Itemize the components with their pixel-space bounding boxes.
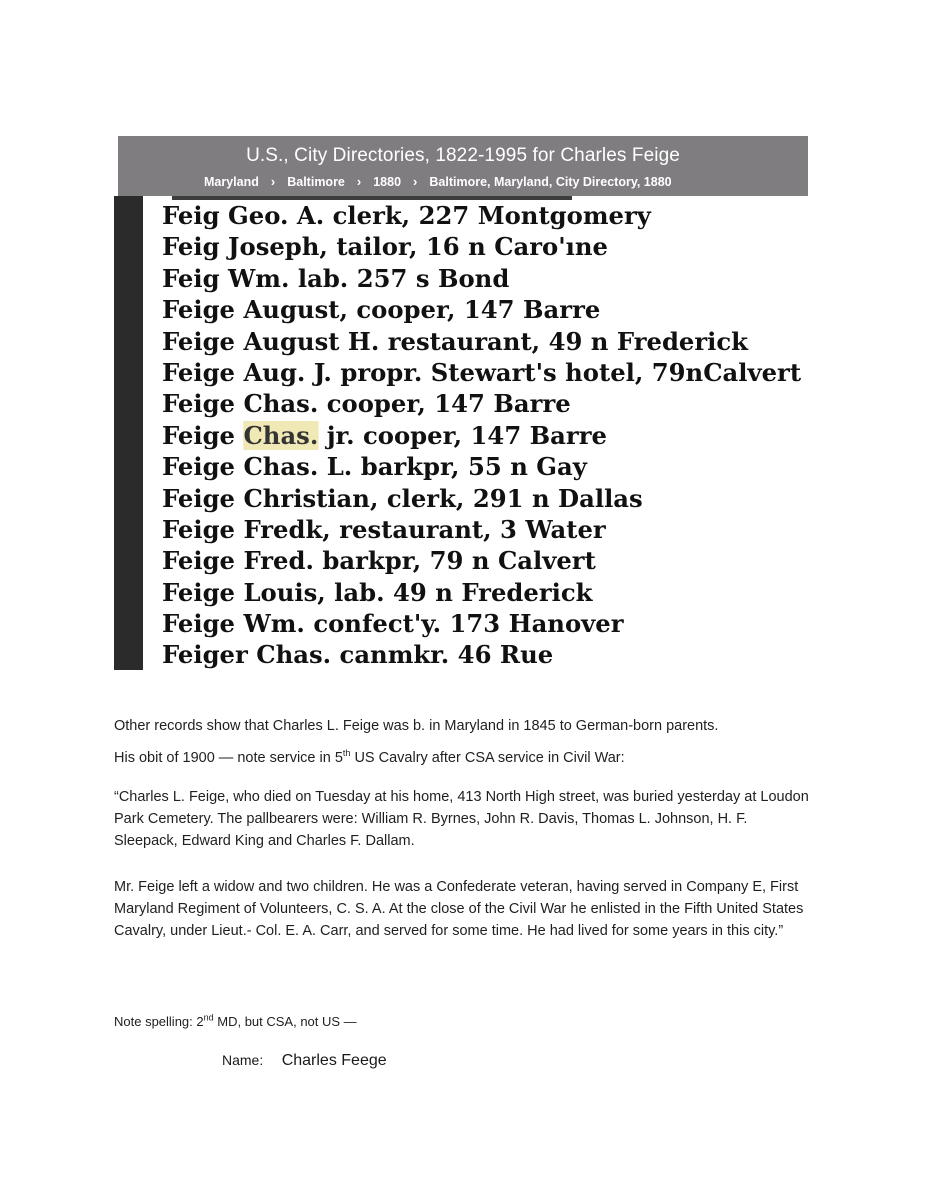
birth-note: Other records show that Charles L. Feige was b. in Maryland in 1845 to German-born parents. xyxy=(114,718,719,734)
chevron-right-icon: › xyxy=(356,174,362,189)
directory-entry: Feige Fredk, restaurant, 3 Water xyxy=(162,514,606,544)
name-field xyxy=(222,1052,387,1070)
name-value: Charles Feege xyxy=(281,1052,387,1069)
directory-entry: Feig Wm. lab. 257 s Bond xyxy=(162,263,510,293)
directory-entry: Feige August H. restaurant, 49 n Frederick xyxy=(162,326,749,356)
directory-entry: Feig Joseph, tailor, 16 n Caro'ıne xyxy=(162,232,609,262)
breadcrumb-year[interactable]: 1880 xyxy=(373,174,402,189)
breadcrumb xyxy=(204,174,672,189)
breadcrumb-directory[interactable]: Baltimore, Maryland, City Directory, 1880 xyxy=(429,174,672,189)
name-label: Name: xyxy=(222,1052,264,1068)
directory-entries xyxy=(162,200,808,671)
directory-entry: Feige Louis, lab. 49 n Frederick xyxy=(162,577,593,607)
obit-intro: His obit of 1900 — note service in 5th US Cavalry after CSA service in Civil War: xyxy=(114,748,625,766)
directory-entry: Feiger Chas. canmkr. 46 Rue xyxy=(162,640,554,670)
search-highlight: Chas. xyxy=(243,420,319,450)
record-banner xyxy=(118,136,808,196)
directory-scan-clipping xyxy=(112,136,808,672)
breadcrumb-city[interactable]: Baltimore xyxy=(287,174,345,189)
directory-entry-highlighted: Feige Chas. jr. cooper, 147 Barre xyxy=(162,420,607,450)
record-title: U.S., City Directories, 1822-1995 for Charles Feige xyxy=(246,145,680,166)
directory-entry: Feig Geo. A. clerk, 227 Montgomery xyxy=(162,201,651,230)
spelling-note: Note spelling: 2nd MD, but CSA, not US — xyxy=(114,1012,357,1029)
chevron-right-icon: › xyxy=(413,174,418,189)
obituary-paragraph-1: “Charles L. Feige, who died on Tuesday at his home, 413 North High street, was buried yesterday at Loudon Park Cemetery. The pallbearers were: William R. Byrnes, John R. Davis, Thomas L. Johnson, H. F. Sleepack, Edward King and Charles F. Dallam. xyxy=(114,789,809,849)
breadcrumb-state[interactable]: Maryland xyxy=(204,174,259,189)
directory-entry: Feige Chas. L. barkpr, 55 n Gay xyxy=(162,452,587,482)
obituary-paragraph-2: Mr. Feige left a widow and two children. He was a Confederate veteran, having served in Company E, First Maryland Regiment of Volunteers, C. S. A. At the close of the Civil War he enlisted in the Fifth United States Cavalry, under Lieut.- Col. E. A. Carr, and served for some time. He had lived for some years in this city.” xyxy=(114,879,804,939)
directory-entry: Feige Christian, clerk, 291 n Dallas xyxy=(162,483,643,513)
scan-binding-edge xyxy=(114,196,143,670)
directory-entry: Feige Wm. confect'y. 173 Hanover xyxy=(162,609,624,639)
directory-entry: Feige Fred. barkpr, 79 n Calvert xyxy=(162,546,596,576)
directory-entry: Feige August, cooper, 147 Barre xyxy=(162,295,601,325)
chevron-right-icon: › xyxy=(270,174,276,189)
directory-entry: Feige Aug. J. propr. Stewart's hotel, 79nCalvert xyxy=(162,357,802,387)
directory-entry: Feige Chas. cooper, 147 Barre xyxy=(162,389,571,419)
